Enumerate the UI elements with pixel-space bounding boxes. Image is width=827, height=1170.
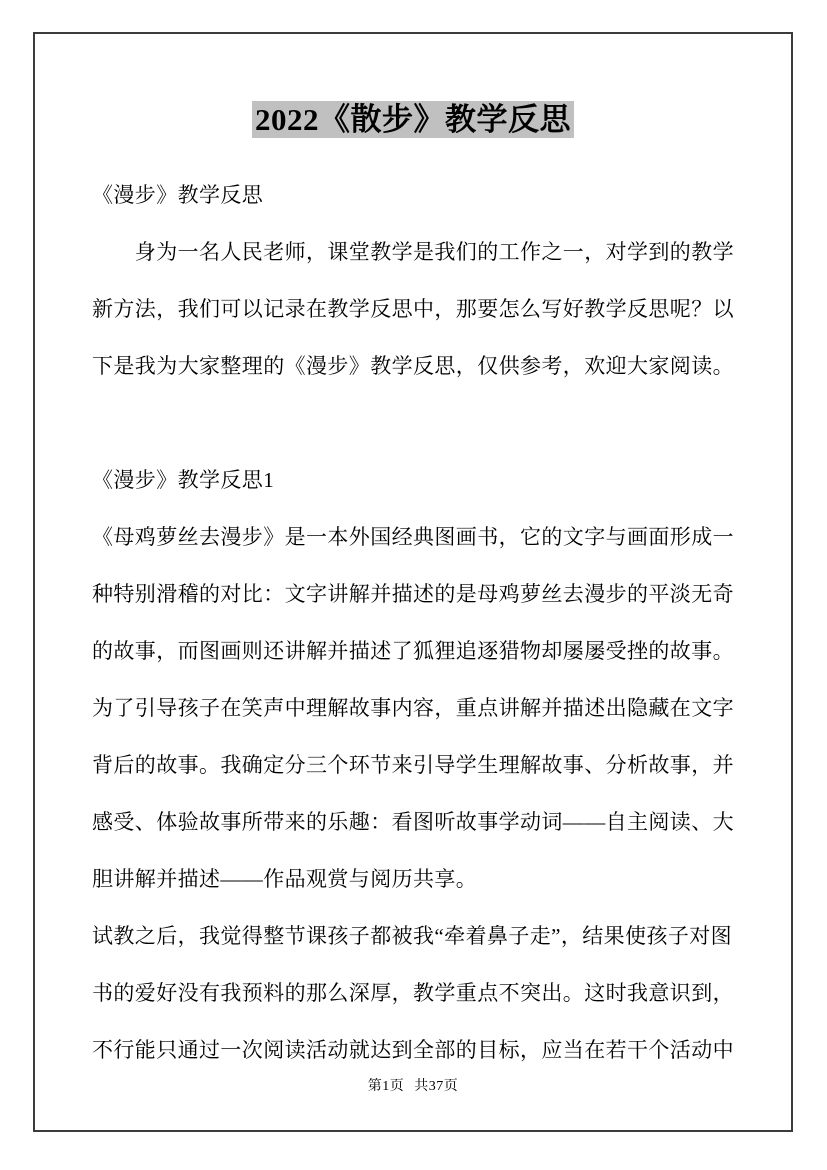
page-footer	[35, 1078, 791, 1096]
footer-page-number: 第1页	[367, 1079, 405, 1094]
text-line: 试教之后，我觉得整节课孩子都被我“牵着鼻子走”，结果使孩子对图	[92, 924, 733, 948]
text-line: 背后的故事。我确定分三个环节来引导学生理解故事、分析故事，并	[92, 753, 734, 777]
text-line: 新方法，我们可以记录在教学反思中，那要怎么写好教学反思呢？以	[92, 297, 734, 321]
document-title	[92, 98, 734, 141]
text-line: 的故事，而图画则还讲解并描述了狐狸追逐猎物却屡屡受挫的故事。	[92, 639, 734, 663]
text-line: 书的爱好没有我预料的那么深厚，教学重点不突出。这时我意识到，	[92, 981, 734, 1005]
document-page	[33, 32, 793, 1132]
document-content	[35, 98, 791, 1079]
text-line: 《漫步》教学反思	[92, 183, 264, 207]
text-line: 《母鸡萝丝去漫步》是一本外国经典图画书，它的文字与画面形成一	[92, 525, 734, 549]
footer-total-pages: 共37页	[414, 1079, 459, 1094]
text-line: 为了引导孩子在笑声中理解故事内容，重点讲解并描述出隐藏在文字	[92, 696, 734, 720]
text-line: 身为一名人民老师，课堂教学是我们的工作之一，对学到的教学	[92, 240, 734, 264]
text-line: 感受、体验故事所带来的乐趣：看图听故事学动词——自主阅读、大	[92, 810, 734, 834]
highlighted-title-text: 2022《散步》教学反思	[252, 101, 574, 138]
blank-line	[92, 395, 734, 452]
text-line: 胆讲解并描述——作品观赏与阅历共享。	[92, 867, 478, 891]
text-line: 《漫步》教学反思1	[92, 468, 275, 492]
text-line: 种特别滑稽的对比：文字讲解并描述的是母鸡萝丝去漫步的平淡无奇	[92, 582, 734, 606]
text-line: 不行能只通过一次阅读活动就达到全部的目标，应当在若干个活动中	[92, 1038, 734, 1062]
text-line: 下是我为大家整理的《漫步》教学反思，仅供参考，欢迎大家阅读。	[92, 354, 734, 378]
document-body	[92, 167, 734, 1079]
